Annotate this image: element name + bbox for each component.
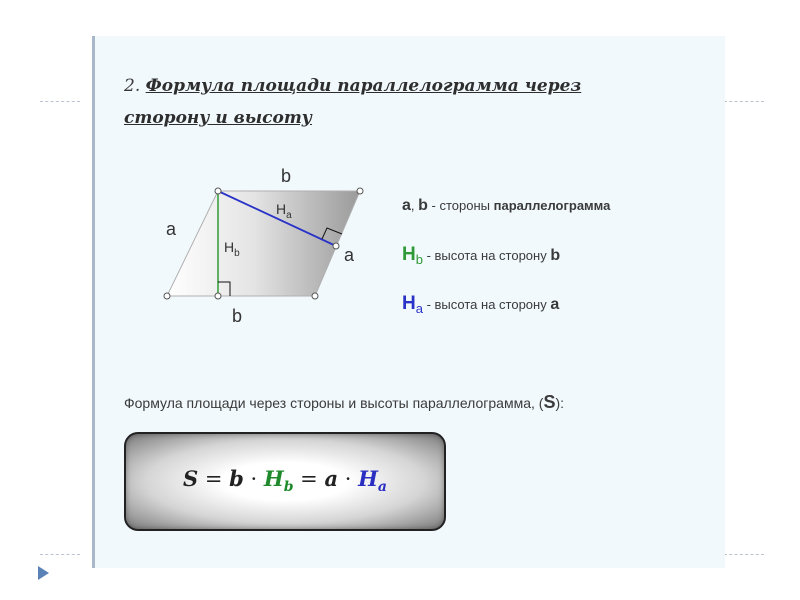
- slide-left-rule: [92, 36, 95, 568]
- heading-line-1: Формула площади параллелограмма через: [145, 76, 582, 96]
- caption-end: ):: [555, 395, 565, 411]
- guide-line-bottom-left: [40, 554, 80, 555]
- guide-line-top-right: [724, 101, 764, 102]
- formula-hb-sub: b: [283, 479, 294, 496]
- vertex-top-left: [215, 188, 221, 194]
- legend-comma: ,: [410, 198, 419, 213]
- formula-dot-2: ·: [338, 467, 359, 491]
- label-hb-letter: H: [224, 239, 235, 255]
- legend-ha-side: a: [550, 296, 560, 313]
- legend-ha-sub: a: [415, 301, 423, 316]
- slide-heading: [124, 70, 684, 134]
- formula-ha: H: [358, 466, 378, 491]
- legend-hb: [402, 244, 560, 267]
- heading-line-2: сторону и высоту: [124, 108, 312, 128]
- area-formula: [126, 466, 444, 495]
- vertex-bottom-left: [164, 293, 170, 299]
- legend-sides-text-bold: параллелограмма: [493, 198, 611, 213]
- label-a-left: a: [166, 219, 177, 239]
- guide-line-top-left: [40, 101, 80, 102]
- guide-line-bottom-right: [724, 554, 764, 555]
- formula-hb: H: [263, 466, 284, 491]
- foot-of-hb: [215, 293, 221, 299]
- parallelogram-figure: [150, 162, 390, 332]
- label-a-right: a: [344, 245, 355, 265]
- vertex-top-right: [357, 188, 363, 194]
- label-ha-sub: a: [286, 210, 292, 221]
- legend-hb-side: b: [550, 247, 561, 264]
- label-ha-letter: H: [276, 201, 287, 217]
- formula-eq-1: =: [198, 467, 230, 491]
- play-arrow-icon[interactable]: [38, 566, 49, 580]
- label-hb-sub: b: [234, 248, 240, 259]
- legend-side-a: a: [402, 197, 411, 214]
- legend-sides: [402, 197, 610, 215]
- formula-box: [124, 432, 446, 531]
- formula-ha-sub: a: [377, 479, 387, 496]
- formula-dot-1: ·: [243, 467, 264, 491]
- caption-symbol: S: [543, 392, 556, 412]
- heading-number: 2.: [124, 76, 141, 96]
- vertex-bottom-right: [312, 293, 318, 299]
- legend-hb-text: - высота на сторону: [422, 248, 551, 263]
- label-b-top: b: [281, 166, 292, 186]
- legend-side-b: b: [418, 197, 428, 214]
- formula-caption: [124, 392, 564, 413]
- label-b-bottom: b: [232, 306, 243, 326]
- legend-ha-letter: H: [402, 293, 416, 314]
- legend-hb-letter: H: [402, 244, 416, 265]
- caption-text: Формула площади через стороны и высоты параллелограмма, (: [124, 395, 544, 411]
- legend-ha-text: - высота на сторону: [422, 297, 551, 312]
- legend-sides-text: - стороны: [427, 198, 494, 213]
- formula-b: b: [229, 466, 244, 491]
- foot-of-ha: [333, 243, 339, 249]
- formula-eq-2: =: [293, 467, 325, 491]
- legend-hb-sub: b: [415, 252, 423, 267]
- legend-ha: [402, 293, 559, 316]
- formula-a: a: [324, 466, 339, 491]
- formula-s: S: [183, 466, 199, 491]
